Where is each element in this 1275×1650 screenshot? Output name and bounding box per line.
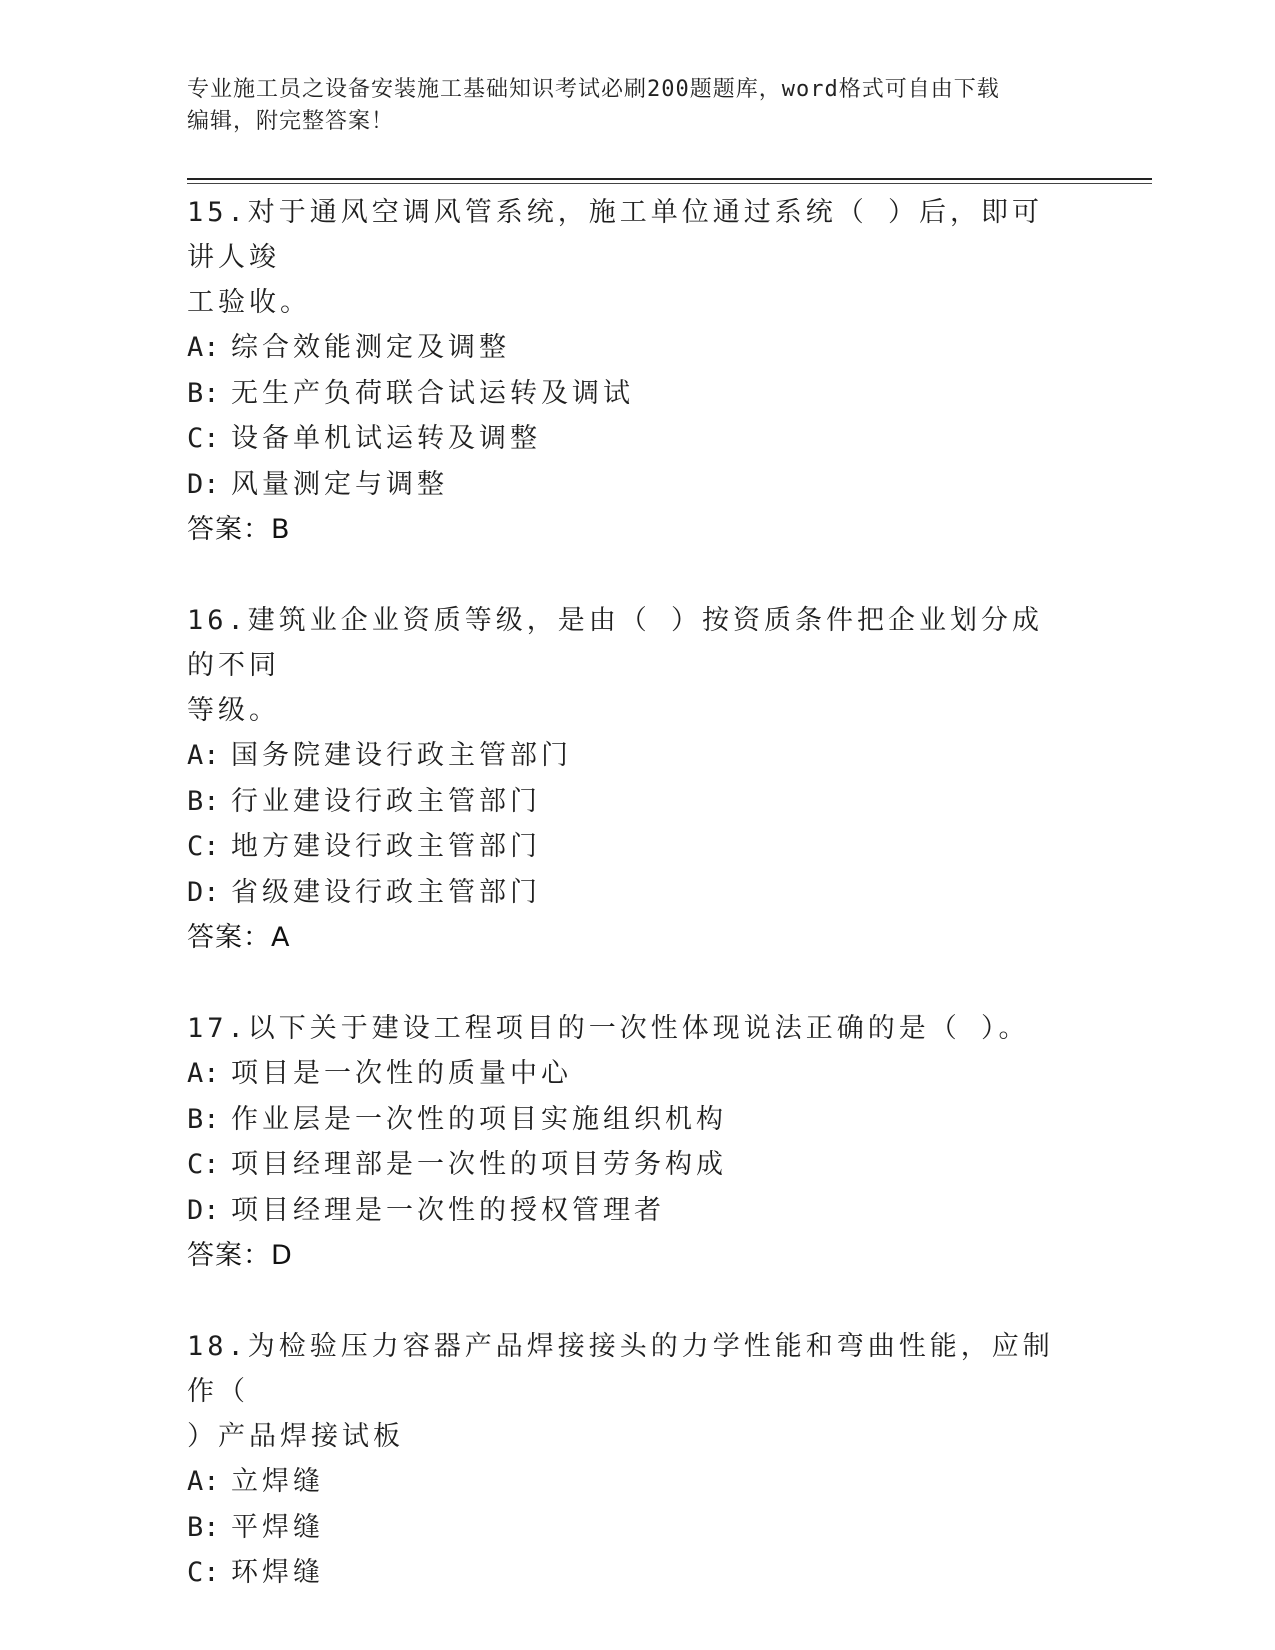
answer-line: 答案：D	[187, 1240, 293, 1271]
option-text: 国务院建设行政主管部门	[231, 740, 572, 771]
option-letter: D:	[187, 468, 220, 500]
option-letter: C:	[187, 423, 220, 454]
question-stem-line: 17.以下关于建设工程项目的一次性体现说法正确的是（ ）。	[187, 1013, 1030, 1044]
option-letter: A:	[187, 1466, 220, 1497]
option-letter: D:	[187, 876, 220, 908]
option-b	[187, 1097, 1067, 1143]
option-letter: B:	[187, 377, 220, 409]
option-text: 平焊缝	[231, 1511, 324, 1543]
option-c	[187, 1142, 1067, 1188]
option-text: 行业建设行政主管部门	[231, 785, 541, 817]
option-letter: D:	[187, 1194, 220, 1226]
option-text: 设备单机试运转及调整	[231, 423, 541, 454]
option-letter: A:	[187, 332, 220, 363]
option-a	[187, 1051, 1067, 1097]
option-letter: B:	[187, 785, 220, 817]
option-letter: A:	[187, 1058, 220, 1089]
option-text: 综合效能测定及调整	[231, 332, 510, 363]
question-stem	[187, 1324, 1067, 1459]
option-letter: C:	[187, 1557, 220, 1588]
question-16	[187, 598, 1067, 960]
option-a	[187, 325, 1067, 371]
header-divider-thick	[187, 178, 1152, 180]
option-text: 项目经理部是一次性的项目劳务构成	[231, 1149, 727, 1180]
document-header	[187, 74, 1067, 138]
option-text: 无生产负荷联合试运转及调试	[231, 377, 634, 409]
header-line-2: 编辑，附完整答案！	[187, 109, 395, 134]
option-letter: B:	[187, 1511, 220, 1543]
option-text: 项目是一次性的质量中心	[231, 1058, 572, 1089]
option-c	[187, 416, 1067, 462]
option-text: 省级建设行政主管部门	[231, 876, 541, 908]
option-c	[187, 1550, 1067, 1596]
option-a	[187, 1459, 1067, 1505]
option-letter: A:	[187, 740, 220, 771]
option-text: 环焊缝	[231, 1557, 324, 1588]
question-15	[187, 190, 1067, 552]
option-b	[187, 371, 1067, 417]
question-stem-line: 16.建筑业企业资质等级，是由（ ）按资质条件把企业划分成的不同	[187, 605, 1044, 681]
question-stem-line: 18.为检验压力容器产品焊接接头的力学性能和弯曲性能，应制作（	[187, 1331, 1054, 1407]
option-text: 风量测定与调整	[231, 468, 448, 500]
question-17	[187, 1006, 1067, 1278]
option-b	[187, 1505, 1067, 1551]
header-divider-thin	[187, 183, 1152, 184]
question-list	[187, 190, 1067, 1642]
question-stem-line: 工验收。	[187, 287, 311, 318]
option-b	[187, 779, 1067, 825]
option-text: 地方建设行政主管部门	[231, 831, 541, 862]
question-stem	[187, 598, 1067, 733]
answer-line: 答案：B	[187, 514, 291, 545]
question-stem	[187, 1006, 1067, 1051]
option-letter: C:	[187, 831, 220, 862]
question-stem-line: ）产品焊接试板	[187, 1421, 404, 1452]
question-stem-line: 等级。	[187, 695, 280, 726]
option-text: 项目经理是一次性的授权管理者	[231, 1194, 665, 1226]
option-d	[187, 870, 1067, 916]
option-a	[187, 733, 1067, 779]
question-stem-line: 15.对于通风空调风管系统，施工单位通过系统（ ）后，即可讲人竣	[187, 197, 1044, 273]
option-text: 立焊缝	[231, 1466, 324, 1497]
option-d	[187, 462, 1067, 508]
header-line-1: 专业施工员之设备安装施工基础知识考试必刷200题题库，word格式可自由下载	[187, 77, 1000, 102]
answer-line: 答案：A	[187, 922, 291, 953]
option-d	[187, 1188, 1067, 1234]
option-letter: C:	[187, 1149, 220, 1180]
option-letter: B:	[187, 1103, 220, 1135]
question-18	[187, 1324, 1067, 1596]
option-c	[187, 824, 1067, 870]
question-stem	[187, 190, 1067, 325]
option-text: 作业层是一次性的项目实施组织机构	[231, 1103, 727, 1135]
